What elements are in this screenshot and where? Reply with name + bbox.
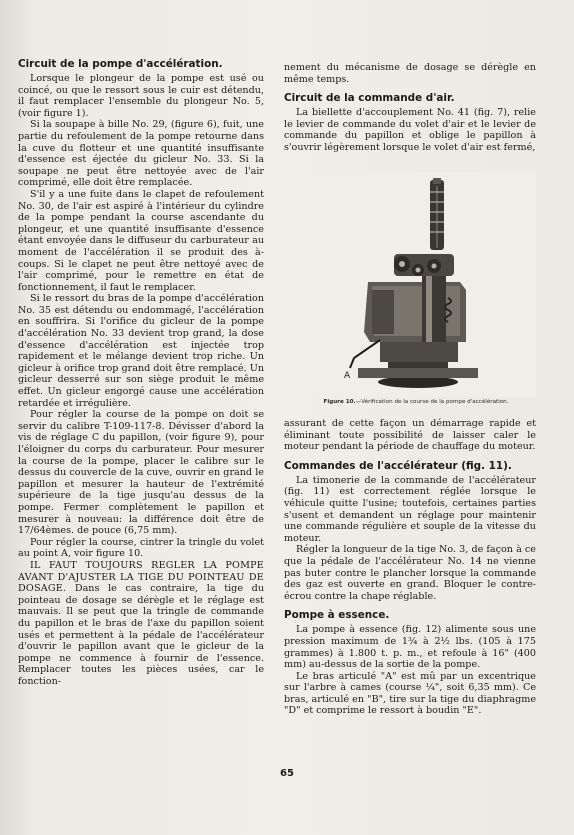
paragraph: La pompe à essence (fig. 12) alimente sous une pression maximum de 1¾ à 2½ lbs. (105 à 175 grammes) à 1.800 t. p. m., et refoule à 16" (400 mm) au-dessus de la sortie de la pompe. [284, 624, 536, 671]
page-number: 65 [280, 768, 294, 779]
right-column-top [284, 62, 536, 154]
paragraph: Si la soupape à bille No. 29, (figure 6), fuit, une partie du refoulement de la pompe retourne dans la cuve du flotteur et une quantité insuffisante d'essence est éjectée du gicleur No. 33. Si la soupape ne peut être nettoyée avec de l'air comprimé, elle doit être remplacée. [18, 119, 264, 189]
paragraph: Pour régler la course de la pompe on doit se servir du calibre T-109-117-8. Dévisser d'abord la vis de réglage C du papillon, (voir figure 9), pour l'éloigner du corps du carburateur. Pour mesurer la course de la pompe, placer le calibre sur le dessus du couvercle de la cuve, ouvrir en grand le papillon et mesurer la hauteur de l'extrémité supérieure de la tige jusqu'au dessus de la pompe. Fermer complètement le papillon et mesurer à nouveau: la différence doit être de 17/64èmes. de pouce (6,75 mm). [18, 409, 264, 537]
figure-caption-text: —Vérification de la course de la pompe d'accélération. [355, 399, 509, 405]
paragraph: S'il y a une fuite dans le clapet de refoulement No. 30, de l'air est aspiré à l'intérieur du cylindre de la pompe pendant la course ascendante du plongeur, et une quantité insuffisante d'essence étant envoyée dans le diffuseur du carburateur au moment de l'accélération il se produit des à-coups. Si le clapet ne peut être nettoyé avec de l'air comprimé, pour le remettre en état de fonctionnement, il faut le remplacer. [18, 188, 264, 293]
paragraph: Lorsque le plongeur de la pompe est usé ou coincé, ou que le ressort sous le cuir est détendu, il faut remplacer l'ensemble du plongeur No. 5, (voir figure 1). [18, 73, 264, 119]
figure-marker-a: A [344, 371, 351, 381]
section-heading-accelerator: Commandes de l'accélérateur (fig. 11). [284, 459, 512, 472]
paragraph: nement du mécanisme de dosage se dérègle en même temps. [284, 62, 536, 85]
paragraph-warning [18, 560, 264, 688]
paragraph: Pour régler la course, cintrer la tringle du volet au point A, voir figure 10. [18, 536, 264, 560]
section-heading-pump-circuit: Circuit de la pompe d'accélération. [18, 58, 223, 70]
figure-caption [286, 398, 546, 406]
paragraph: La timonerie de la commande de l'accélérateur (fig. 11) est correctement réglée lorsque le véhicule quitte l'usine; toutefois, certaines parties s'usent et demandent un réglage pour maintenir une commande régulière et souple de la vitesse du moteur. [284, 474, 536, 544]
paragraph: Le bras articulé "A" est mû par un excentrique sur l'arbre à cames (course ¼", soit 6,35 mm). Ce bras, articulé en "B", tire sur la tige du diaphragme "D" et comprime le ressort à boudin "E". [284, 670, 536, 717]
right-column-bottom [284, 418, 536, 717]
paragraph: Si le ressort du bras de la pompe d'accélération No. 35 est détendu ou endommagé, l'accélération en souffrira. Si l'orifice du gicleur de la pompe d'accélération No. 33 devient trop grand, la dose d'essence d'accélération est injectée trop rapidement et le mélange devient trop riche. Un gicleur à orifice trop grand doit être remplacé. Un gicleur desserré sur son siège produit le même effet. Un gicleur engorgé cause une accélération retardée et irrégulière. [18, 293, 264, 409]
section-heading-fuel-pump: Pompe à essence. [284, 609, 390, 622]
paragraph: Régler la longueur de la tige No. 3, de façon à ce que la pédale de l'accélérateur No. 14 ne vienne pas buter contre le plancher lorsque la commande des gaz est ouverte en grand. Bloquer le contre-écrou contre la chape réglable. [284, 544, 536, 602]
carburetor-figure [310, 172, 536, 397]
paragraph: La biellette d'accouplement No. 41 (fig. 7), relie le levier de commande du volet d'air et le levier de commande du papillon et oblige le papillon à s'ouvrir légèrement lorsque le volet d'air est fermé, [284, 107, 536, 153]
paragraph: assurant de cette façon un démarrage rapide et éliminant toute possibilité de laisser caler le moteur pendant la période de chauffage du moteur. [284, 418, 536, 453]
figure-caption-label: Figure 10. [323, 399, 356, 405]
warning-rest: Dans le cas contraire, la tige du pointeau de dosage se dérègle et le réglage est mauvais. Il se peut que la tringle de commande du papillon et le bras de l'axe du papillon soient usés et permettent à la pédale de l'accélérateur d'ouvrir le papillon avant que le gicleur de la pompe ne commence à fournir de l'essence. Remplacer toutes les pièces usées, car le fonction- [18, 583, 264, 687]
warning-caps: IL FAUT TOUJOURS REGLER LA POMPE AVANT D'AJUSTER LA TIGE DU POINTEAU DE DOSAGE. [18, 559, 264, 595]
left-column [18, 58, 264, 687]
section-heading-air-control: Circuit de la commande d'air. [284, 92, 455, 105]
